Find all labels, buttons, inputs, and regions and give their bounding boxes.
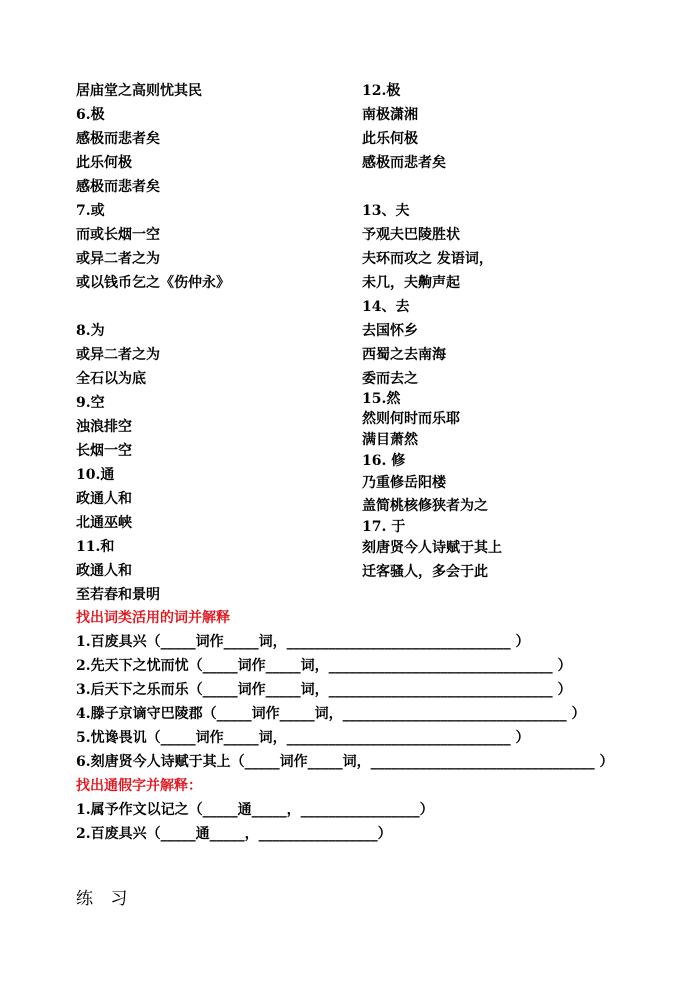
left-line-9: 或以钱币乞之《伤仲永》 xyxy=(76,275,230,291)
left-line-15: 长烟一空 xyxy=(76,443,132,459)
right-line-17: 乃重修岳阳楼 xyxy=(362,475,446,491)
left-line-6: 7.或 xyxy=(76,203,105,219)
left-line-20: 政通人和 xyxy=(76,563,132,579)
tongjia-item-2: 2.百废具兴（_____通_____，_________________） xyxy=(76,826,392,842)
right-line-5: 13、夫 xyxy=(362,203,410,219)
right-line-13: 15.然 xyxy=(362,391,401,407)
wordclass-item-4: 4.滕子京谪守巴陵郡（_____词作_____词，________________________________ ） xyxy=(76,706,586,722)
right-line-15: 满目萧然 xyxy=(362,432,418,448)
right-line-9: 14、去 xyxy=(362,299,410,315)
left-line-5: 感极而悲者矣 xyxy=(76,179,160,195)
right-line-21: 迁客骚人，多会于此 xyxy=(362,564,488,580)
wordclass-section-title: 找出词类活用的词并解释 xyxy=(76,610,230,626)
right-line-3: 此乐何极 xyxy=(362,131,418,147)
tongjia-section-title: 找出通假字并解释： xyxy=(76,778,202,794)
right-line-10: 去国怀乡 xyxy=(362,323,418,339)
left-line-14: 浊浪排空 xyxy=(76,419,132,435)
left-line-4: 此乐何极 xyxy=(76,155,132,171)
wordclass-item-3: 3.后天下之乐而乐（_____词作_____词，________________________________ ） xyxy=(76,682,572,698)
wordclass-item-6: 6.刻唐贤今人诗赋于其上（_____词作_____词，________________________________ ） xyxy=(76,754,614,770)
left-line-13: 9.空 xyxy=(76,395,105,411)
left-line-17: 政通人和 xyxy=(76,491,132,507)
left-line-1: 居庙堂之高则忧其民 xyxy=(76,83,202,99)
left-line-10: 8.为 xyxy=(76,323,105,339)
right-line-8: 未几，夫齁声起 xyxy=(362,275,460,291)
wordclass-item-2: 2.先天下之忧而忧（_____词作_____词，________________________________ ） xyxy=(76,658,572,674)
right-line-16: 16. 修 xyxy=(362,453,406,469)
tongjia-item-1: 1.属予作文以记之（_____通_____，_________________） xyxy=(76,802,434,818)
right-line-6: 予观夫巴陵胜状 xyxy=(362,227,460,243)
right-line-14: 然则何时而乐耶 xyxy=(362,411,460,427)
right-line-18: 盖简桃核修狭者为之 xyxy=(362,498,488,514)
left-line-3: 感极而悲者矣 xyxy=(76,131,160,147)
right-line-1: 12.极 xyxy=(362,83,401,99)
left-line-19: 11.和 xyxy=(76,539,115,555)
right-line-11: 西蜀之去南海 xyxy=(362,347,446,363)
left-line-12: 全石以为底 xyxy=(76,371,146,387)
left-line-7: 而或长烟一空 xyxy=(76,227,160,243)
practice-heading: 练 习 xyxy=(76,889,134,909)
right-line-4: 感极而悲者矣 xyxy=(362,155,446,171)
left-line-16: 10.通 xyxy=(76,467,115,483)
left-line-2: 6.极 xyxy=(76,107,105,123)
left-line-21: 至若春和景明 xyxy=(76,587,160,603)
left-line-11: 或异二者之为 xyxy=(76,347,160,363)
left-line-8: 或异二者之为 xyxy=(76,251,160,267)
right-line-20: 刻唐贤今人诗赋于其上 xyxy=(362,540,502,556)
wordclass-item-5: 5.忧谗畏讥（_____词作_____词，________________________________ ） xyxy=(76,730,530,746)
wordclass-item-1: 1.百废具兴（_____词作_____词，________________________________ ） xyxy=(76,634,530,650)
right-line-19: 17. 于 xyxy=(362,519,406,535)
left-line-18: 北通巫峡 xyxy=(76,515,132,531)
right-line-12: 委而去之 xyxy=(362,371,418,387)
right-line-7: 夫环而攻之 发语词， xyxy=(362,251,493,267)
right-line-2: 南极潇湘 xyxy=(362,107,418,123)
